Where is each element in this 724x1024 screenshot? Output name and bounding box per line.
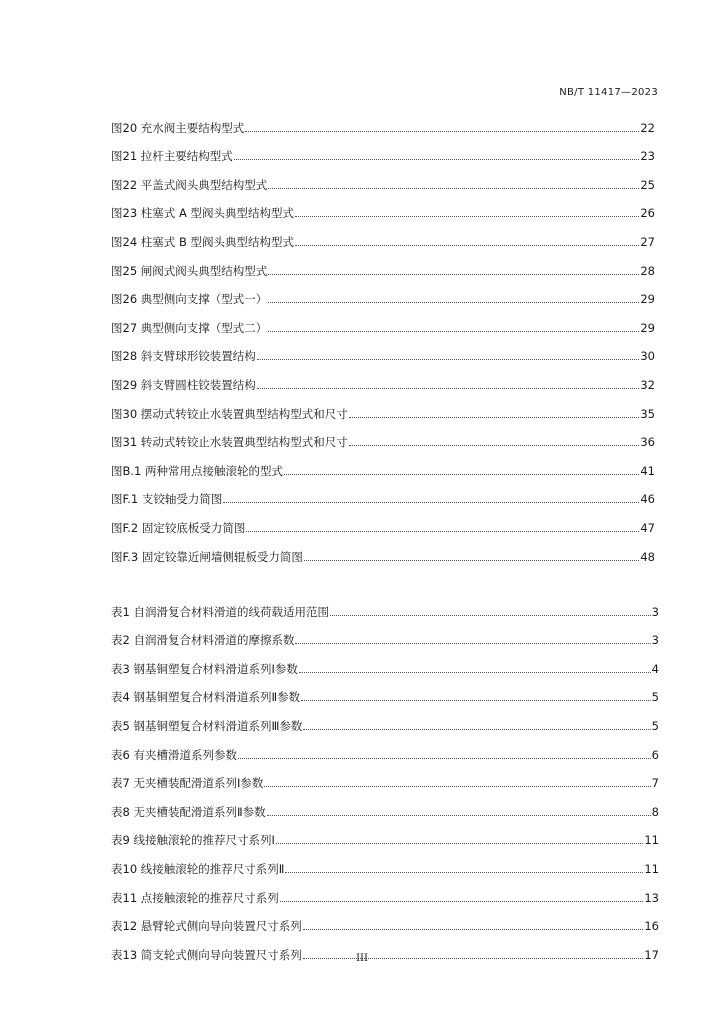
dot-leader <box>257 359 640 360</box>
entry-page: 13 <box>644 890 659 905</box>
toc-entry-table[interactable] <box>111 847 659 876</box>
entry-label: 图F.1 支铰轴受力简图 <box>111 492 223 507</box>
entry-page: 17 <box>644 947 659 962</box>
entry-page: 7 <box>651 776 659 791</box>
entry-page: 23 <box>640 149 655 164</box>
entry-label: 图26 典型侧向支撑（型式一） <box>111 292 268 307</box>
toc-entry-figure[interactable] <box>111 278 655 307</box>
entry-label: 图24 柱塞式 B 型阀头典型结构型式 <box>111 234 294 249</box>
entry-label: 表10 线接触滚轮的推荐尺寸系列Ⅱ <box>111 861 285 876</box>
table-list <box>111 590 659 962</box>
toc-entry-figure[interactable] <box>111 506 655 535</box>
dot-leader <box>234 159 640 160</box>
entry-page: 48 <box>640 549 655 564</box>
entry-label: 表11 点接触滚轮的推荐尺寸系列 <box>111 890 279 905</box>
entry-page: 25 <box>640 177 655 192</box>
entry-label: 图27 典型侧向支撑（型式二） <box>111 320 268 335</box>
dot-leader <box>268 331 639 332</box>
toc-entry-table[interactable] <box>111 647 659 676</box>
entry-label: 图23 柱塞式 A 型阀头典型结构型式 <box>111 206 294 221</box>
dot-leader <box>246 531 639 532</box>
entry-page: 4 <box>651 661 659 676</box>
toc-entry-table[interactable] <box>111 676 659 705</box>
toc-entry-figure[interactable] <box>111 421 655 450</box>
dot-leader <box>295 245 639 246</box>
dot-leader <box>223 502 639 503</box>
standard-code: NB/T 11417—2023 <box>559 87 658 98</box>
dot-leader <box>304 560 639 561</box>
dot-leader <box>245 131 639 132</box>
dot-leader <box>268 302 639 303</box>
dot-leader <box>257 388 640 389</box>
toc-entry-figure[interactable] <box>111 363 655 392</box>
dot-leader <box>284 474 639 475</box>
entry-label: 图F.2 固定铰底板受力简图 <box>111 520 246 535</box>
entry-page: 47 <box>640 520 655 535</box>
dot-leader <box>238 758 651 759</box>
toc-entry-table[interactable] <box>111 905 659 934</box>
entry-label: 图F.3 固定铰靠近闸墙侧辊板受力简图 <box>111 549 303 564</box>
entry-label: 表1 自润滑复合材料滑道的线荷载适用范围 <box>111 604 329 619</box>
entry-label: 表2 自润滑复合材料滑道的摩擦系数 <box>111 633 295 648</box>
toc-entry-figure[interactable] <box>111 135 655 164</box>
dot-leader <box>330 615 651 616</box>
toc-entry-figure[interactable] <box>111 335 655 364</box>
toc-entry-table[interactable] <box>111 762 659 791</box>
entry-label: 表3 钢基铜塑复合材料滑道系列Ⅰ参数 <box>111 661 298 676</box>
toc-entry-figure[interactable] <box>111 192 655 221</box>
toc-entry-figure[interactable] <box>111 220 655 249</box>
dot-leader <box>268 274 639 275</box>
entry-page: 41 <box>640 463 655 478</box>
dot-leader <box>276 843 643 844</box>
entry-label: 图31 转动式转铰止水装置典型结构型式和尺寸 <box>111 435 348 450</box>
dot-leader <box>268 188 639 189</box>
entry-page: 3 <box>651 633 659 648</box>
dot-leader <box>299 672 651 673</box>
toc-entry-table[interactable] <box>111 790 659 819</box>
toc-entry-figure[interactable] <box>111 478 655 507</box>
dot-leader <box>295 643 650 644</box>
entry-page: 3 <box>651 604 659 619</box>
toc-entry-figure[interactable] <box>111 535 655 564</box>
toc-entry-table[interactable] <box>111 619 659 648</box>
entry-page: 8 <box>651 804 659 819</box>
toc-entry-table[interactable] <box>111 704 659 733</box>
page-number: III <box>356 953 368 964</box>
entry-page: 27 <box>640 234 655 249</box>
entry-page: 36 <box>640 435 655 450</box>
entry-label: 表13 简支轮式侧向导向装置尺寸系列 <box>111 947 302 962</box>
entry-page: 29 <box>640 320 655 335</box>
entry-label: 图B.1 两种常用点接触滚轮的型式 <box>111 463 284 478</box>
entry-page: 30 <box>640 349 655 364</box>
dot-leader <box>349 445 640 446</box>
entry-label: 表12 悬臂轮式侧向导向装置尺寸系列 <box>111 919 302 934</box>
figure-list <box>111 106 655 564</box>
entry-label: 图30 摆动式转铰止水装置典型结构型式和尺寸 <box>111 406 348 421</box>
entry-page: 5 <box>651 718 659 733</box>
dot-leader <box>267 815 651 816</box>
dot-leader <box>280 901 644 902</box>
entry-page: 11 <box>644 833 659 848</box>
dot-leader <box>303 929 644 930</box>
entry-label: 图29 斜支臂圆柱铰装置结构 <box>111 377 256 392</box>
dot-leader <box>349 417 640 418</box>
dot-leader <box>301 700 651 701</box>
entry-page: 32 <box>640 377 655 392</box>
entry-page: 5 <box>651 690 659 705</box>
dot-leader <box>285 872 643 873</box>
dot-leader <box>295 216 639 217</box>
toc-entry-figure[interactable] <box>111 163 655 192</box>
entry-label: 图25 闸阀式阀头典型结构型式 <box>111 263 268 278</box>
entry-page: 22 <box>640 120 655 135</box>
entry-label: 图28 斜支臂球形铰装置结构 <box>111 349 256 364</box>
entry-page: 29 <box>640 292 655 307</box>
entry-page: 46 <box>640 492 655 507</box>
dot-leader <box>303 729 650 730</box>
entry-page: 26 <box>640 206 655 221</box>
entry-page: 28 <box>640 263 655 278</box>
entry-label: 表8 无夹槽装配滑道系列Ⅱ参数 <box>111 804 266 819</box>
entry-label: 表7 无夹槽装配滑道系列Ⅰ参数 <box>111 776 264 791</box>
entry-label: 图22 平盖式阀头典型结构型式 <box>111 177 268 192</box>
toc-entry-figure[interactable] <box>111 306 655 335</box>
dot-leader <box>264 786 650 787</box>
entry-page: 16 <box>644 919 659 934</box>
entry-page: 6 <box>651 747 659 762</box>
toc-entry-table[interactable] <box>111 819 659 848</box>
toc-entry-table[interactable] <box>111 733 659 762</box>
entry-page: 35 <box>640 406 655 421</box>
entry-label: 表4 钢基铜塑复合材料滑道系列Ⅱ参数 <box>111 690 301 705</box>
entry-page: 11 <box>644 861 659 876</box>
entry-label: 表6 有夹槽滑道系列参数 <box>111 747 237 762</box>
entry-label: 表9 线接触滚轮的推荐尺寸系列Ⅰ <box>111 833 275 848</box>
entry-label: 图20 充水阀主要结构型式 <box>111 120 245 135</box>
toc-entry-figure[interactable] <box>111 392 655 421</box>
toc-entry-figure[interactable] <box>111 106 655 135</box>
toc-entry-figure[interactable] <box>111 249 655 278</box>
toc-entry-figure[interactable] <box>111 449 655 478</box>
toc-entry-table[interactable] <box>111 590 659 619</box>
entry-label: 表5 钢基铜塑复合材料滑道系列Ⅲ参数 <box>111 718 303 733</box>
entry-label: 图21 拉杆主要结构型式 <box>111 149 233 164</box>
toc-entry-table[interactable] <box>111 876 659 905</box>
